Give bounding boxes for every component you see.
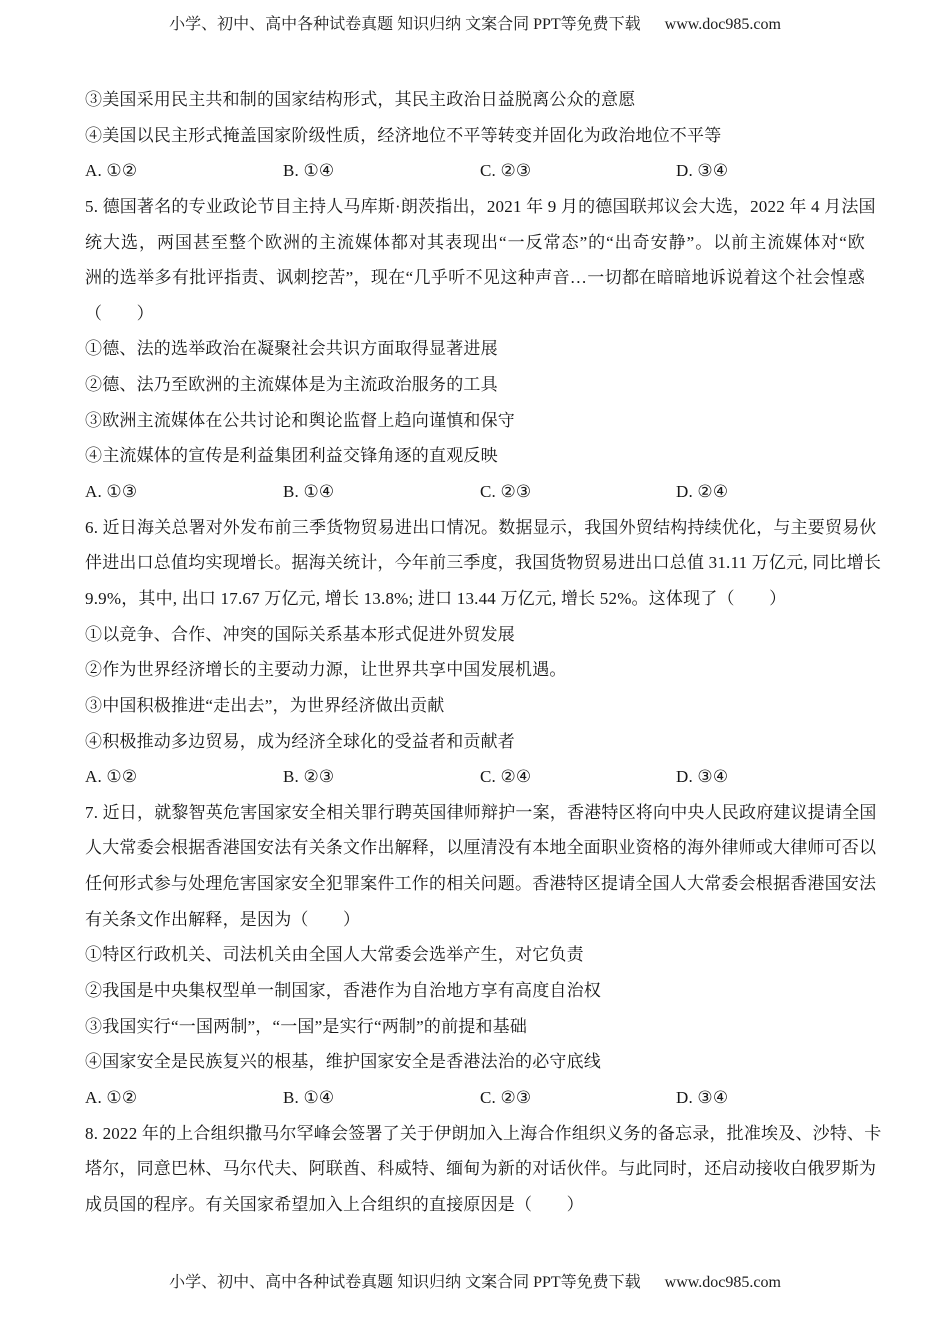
footer-promo-text: 小学、初中、高中各种试卷真题 知识归纳 文案合同 PPT等免费下载	[169, 1274, 641, 1291]
choice-b: B. ①④	[283, 1087, 335, 1107]
statement-item: ③美国采用民主共和制的国家结构形式，其民主政治日益脱离公众的意愿	[85, 90, 636, 109]
statement-item: ①以竞争、合作、冲突的国际关系基本形式促进外贸发展	[85, 624, 515, 644]
statement-item: ①德、法的选举政治在凝聚社会共识方面取得显著进展	[85, 339, 498, 359]
question-4-partial	[85, 82, 865, 189]
statement-item: ①特区行政机关、司法机关由全国人大常委会选举产生，对它负责	[85, 945, 584, 965]
choice-a: A. ①②	[85, 767, 138, 787]
question-stem-line: 成员国的程序。有关国家希望加入上合组织的直接原因是（ ）	[85, 1194, 584, 1214]
exam-content	[85, 82, 882, 1223]
footer-site-link[interactable]: www.doc985.com	[664, 1274, 781, 1291]
choice-c: C. ②④	[480, 767, 532, 787]
choice-b: B. ②③	[283, 767, 335, 787]
choice-row	[85, 474, 865, 510]
choice-a: A. ①③	[85, 482, 138, 502]
choice-c: C. ②③	[480, 482, 532, 502]
question-8	[85, 1116, 882, 1223]
choice-c: C. ②③	[480, 1087, 532, 1107]
choice-b: B. ①④	[283, 482, 335, 502]
question-7	[85, 795, 877, 1116]
question-stem-line: 9.9%，其中, 出口 17.67 万亿元, 增长 13.8%; 进口 13.44 万亿元, 增长 52%。这体现了（ ）	[85, 588, 787, 608]
page-footer	[0, 1269, 950, 1292]
choice-d: D. ③④	[676, 767, 729, 787]
question-stem-line: 伴进出口总值均实现增长。据海关统计，今年前三季度，我国货物贸易进出口总值 31.11 万亿元, 同比增长	[85, 553, 882, 573]
question-stem-line: 有关条文作出解释，是因为（ ）	[85, 909, 361, 929]
choice-b: B. ①④	[283, 161, 335, 181]
statement-item: ④主流媒体的宣传是利益集团利益交锋角逐的直观反映	[85, 446, 498, 466]
choice-row	[85, 1080, 865, 1116]
statement-item: ④积极推动多边贸易，成为经济全球化的受益者和贡献者	[85, 731, 515, 751]
statement-item: ④美国以民主形式掩盖国家阶级性质，经济地位不平等转变并固化为政治地位不平等	[85, 125, 722, 145]
question-stem-line: 洲的选举多有批评指责、讽刺挖苦”，现在“几乎听不见这种声音…一切都在暗暗地诉说着这个社会惶惑	[85, 268, 865, 288]
choice-d: D. ③④	[676, 161, 729, 181]
statement-item: ④国家安全是民族复兴的根基，维护国家安全是香港法治的必守底线	[85, 1052, 601, 1072]
choice-row	[85, 759, 865, 795]
choice-d: D. ②④	[676, 482, 729, 502]
choice-d: D. ③④	[676, 1087, 729, 1107]
page-header	[0, 11, 950, 34]
question-stem-line: 8. 2022 年的上合组织撒马尔罕峰会签署了关于伊朗加入上海合作组织义务的备忘录，批准埃及、沙特、卡	[85, 1123, 882, 1143]
choice-c: C. ②③	[480, 161, 532, 181]
question-stem-line: 人大常委会根据香港国安法有关条文作出解释，以厘清没有本地全面职业资格的海外律师或大律师可否以	[85, 838, 877, 858]
question-stem-line: 6. 近日海关总署对外发布前三季货物贸易进出口情况。数据显示，我国外贸结构持续优化，与主要贸易伙	[85, 517, 877, 537]
question-stem-line: 统大选，两国甚至整个欧洲的主流媒体都对其表现出“一反常态”的“出奇安静”。以前主流媒体对“欧	[85, 232, 865, 252]
choice-a: A. ①②	[85, 161, 138, 181]
question-stem-line: 7. 近日，就黎智英危害国家安全相关罪行聘英国律师辩护一案，香港特区将向中央人民政府建议提请全国	[85, 802, 877, 822]
statement-item: ③欧洲主流媒体在公共讨论和舆论监督上趋向谨慎和保守	[85, 410, 515, 430]
statement-item: ②作为世界经济增长的主要动力源，让世界共享中国发展机遇。	[85, 660, 567, 680]
question-stem-line: 塔尔，同意巴林、马尔代夫、阿联酋、科威特、缅甸为新的对话伙伴。与此同时，还启动接收白俄罗斯为	[85, 1159, 877, 1179]
question-stem-line: 5. 德国著名的专业政论节目主持人马库斯·朗茨指出，2021 年 9 月的德国联邦议会大选，2022 年 4 月法国	[85, 196, 876, 216]
answer-blank-parentheses: （ ）	[85, 303, 154, 323]
header-site-link[interactable]: www.doc985.com	[664, 16, 781, 33]
statement-item: ③我国实行“一国两制”，“一国”是实行“两制”的前提和基础	[85, 1016, 528, 1036]
choice-a: A. ①②	[85, 1087, 138, 1107]
statement-item: ②德、法乃至欧洲的主流媒体是为主流政治服务的工具	[85, 375, 498, 395]
header-promo-text: 小学、初中、高中各种试卷真题 知识归纳 文案合同 PPT等免费下载	[169, 16, 641, 33]
question-6	[85, 510, 882, 795]
question-stem-line: 任何形式参与处理危害国家安全犯罪案件工作的相关问题。香港特区提请全国人大常委会根据香港国安法	[85, 874, 877, 894]
choice-row	[85, 153, 865, 189]
statement-item: ②我国是中央集权型单一制国家，香港作为自治地方享有高度自治权	[85, 981, 601, 1001]
question-5	[85, 189, 876, 510]
statement-item: ③中国积极推进“走出去”，为世界经济做出贡献	[85, 695, 445, 715]
